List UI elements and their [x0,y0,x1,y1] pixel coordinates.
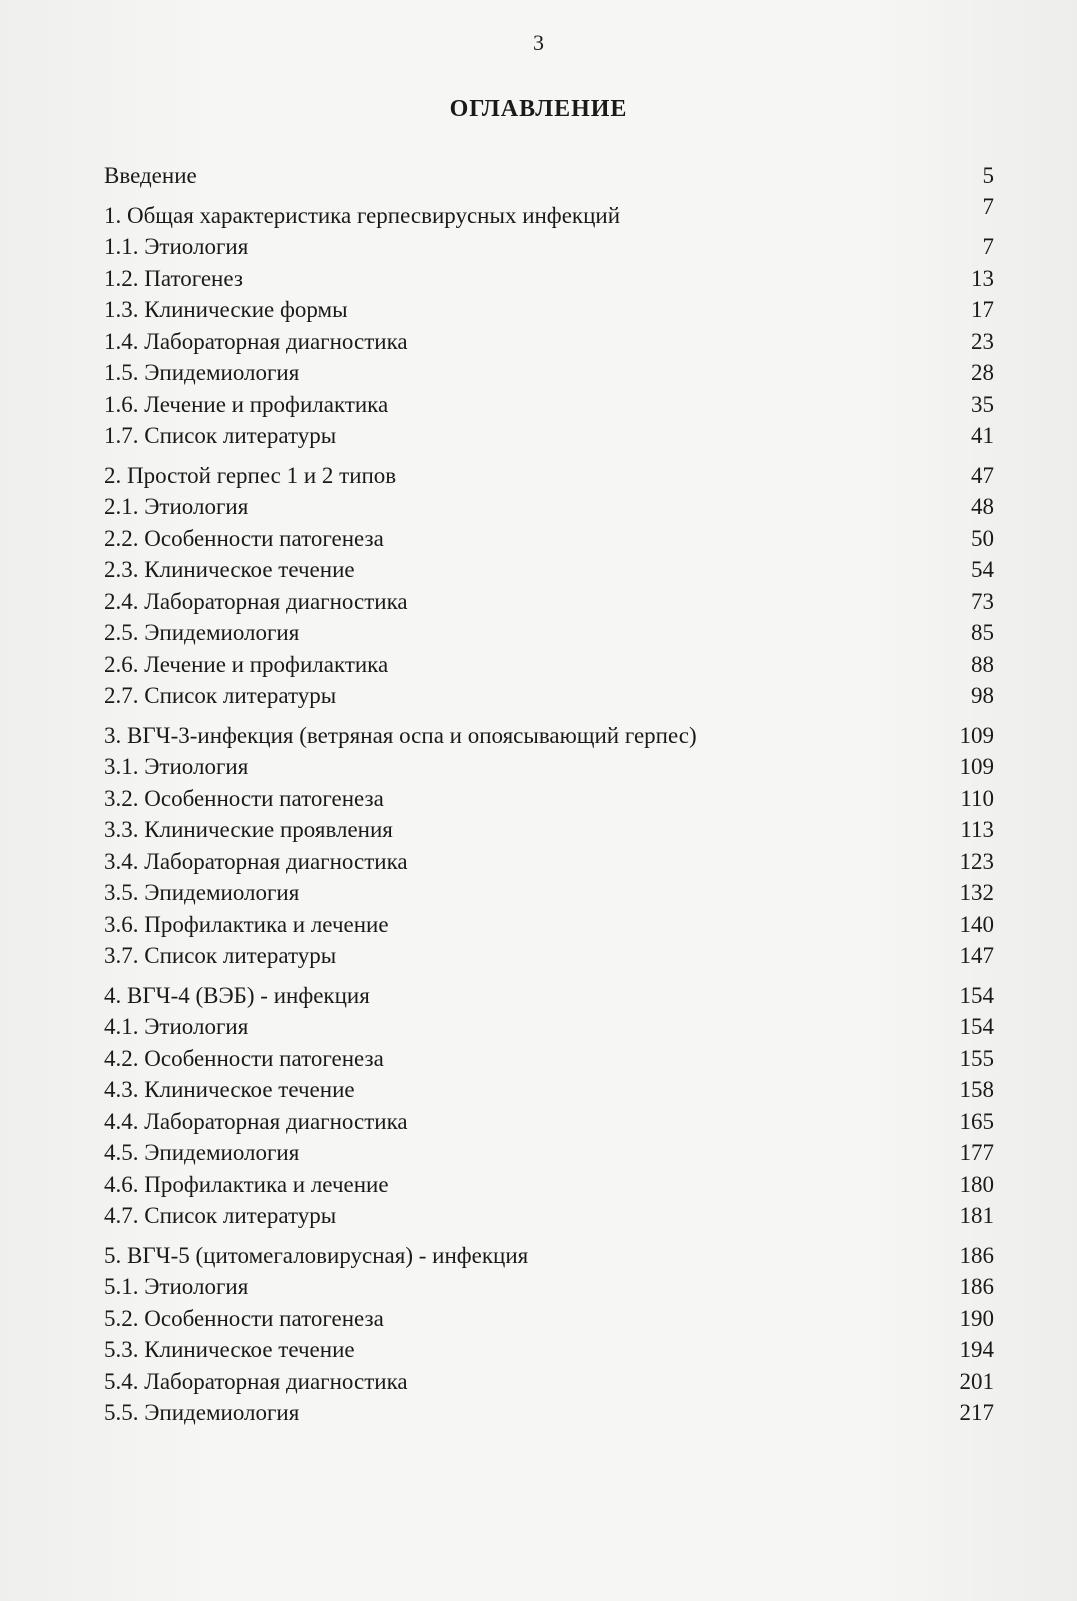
toc-entry-page-number: 85 [971,620,994,645]
toc-entry-page-number: 113 [960,817,994,842]
toc-entry-row [104,1200,994,1232]
toc-entry-title: 4.7. Список литературы [104,1203,337,1228]
toc-entry-page-number: 165 [959,1108,994,1134]
toc-entry-page-number: 201 [959,1368,994,1394]
toc-entry-title: 4.4. Лабораторная диагностика [104,1108,408,1134]
toc-entry-title: 2.2. Особенности патогенеза [104,525,384,551]
toc-entry-row [104,1366,994,1398]
toc-entry-page-number: 54 [971,557,994,582]
toc-entry-row [104,294,994,326]
toc-entry-title: 5.2. Особенности патогенеза [104,1305,384,1331]
toc-entry-row [104,491,994,523]
toc-entry-row [104,231,994,263]
toc-entry-row [104,617,994,649]
toc-entry-title: 4.2. Особенности патогенеза [104,1045,384,1071]
toc-entry-page-number: 217 [959,1400,994,1425]
toc-entry-title: 3.2. Особенности патогенеза [104,785,384,811]
toc-entry-title: Введение [104,163,197,188]
toc-entry-page-number: 35 [971,391,994,417]
toc-entry-row [104,1011,994,1043]
page-number: 3 [533,30,544,55]
toc-section [104,160,994,192]
toc-chapter-row [104,193,994,232]
toc-entry-title: 4.6. Профилактика и лечение [104,1171,389,1197]
toc-entry-title: 3.1. Этиология [104,754,249,779]
toc-entry-title: 1.2. Патогенез [104,265,243,291]
toc-entry-row [104,389,994,421]
toc-entry-page-number: 158 [959,1077,994,1102]
toc-entry-title: 3. ВГЧ-3-инфекция (ветряная оспа и опоясывающий герпес) [104,722,697,748]
toc-entry-title: 4. ВГЧ-4 (ВЭБ) - инфекция [104,982,370,1008]
toc-entry-page-number: 154 [959,1014,994,1039]
toc-entry-title: 5. ВГЧ-5 (цитомегаловирусная) - инфекция [104,1242,529,1268]
toc-entry-row [104,1271,994,1303]
toc-entry-page-number: 194 [959,1337,994,1362]
toc-entry-page-number: 28 [971,360,994,385]
toc-entry-title: 1.5. Эпидемиология [104,360,300,385]
toc-entry-title: 2.6. Лечение и профилактика [104,651,389,677]
toc-entry-title: 2.7. Список литературы [104,683,337,708]
toc-section [104,980,994,1232]
toc-entry-page-number: 73 [971,588,994,614]
toc-entry-title: 1.4. Лабораторная диагностика [104,328,408,354]
toc-entry-page-number: 23 [971,328,994,354]
toc-entry-row [104,909,994,941]
toc-entry-row [104,751,994,783]
toc-entry-page-number: 110 [960,785,994,811]
toc-entry-row [104,326,994,358]
toc-entry-row [104,783,994,815]
toc-heading: ОГЛАВЛЕНИЕ [449,96,628,122]
toc-section [104,720,994,972]
toc-entry-page-number: 154 [959,982,994,1008]
toc-entry-row [104,586,994,618]
toc-entry-page-number: 47 [971,462,994,488]
toc-entry-title: 3.7. Список литературы [104,943,337,968]
toc-entry-page-number: 180 [959,1171,994,1197]
toc-entry-row [104,1043,994,1075]
toc-entry-page-number: 109 [959,754,994,779]
toc-entry-row [104,846,994,878]
toc-entry-title: 4.5. Эпидемиология [104,1140,300,1165]
toc-chapter-row [104,460,994,492]
toc-entry-row [104,940,994,972]
toc-entry-row [104,1303,994,1335]
toc-entry-row [104,357,994,389]
toc-entry-page-number: 177 [959,1140,994,1165]
toc-entry-page-number: 155 [959,1045,994,1071]
toc-entry-title: 2.4. Лабораторная диагностика [104,588,408,614]
toc-entry-page-number: 5 [982,163,994,188]
toc-entry-title: 5.3. Клиническое течение [104,1337,355,1362]
toc-entry-page-number: 123 [959,848,994,874]
toc-entry-title: 1.3. Клинические формы [104,297,348,322]
toc-chapter-row [104,160,994,192]
toc-entry-row [104,814,994,846]
toc-entry-row [104,649,994,681]
toc-entry-title: 3.6. Профилактика и лечение [104,911,389,937]
toc-section [104,193,994,452]
toc-entry-page-number: 7 [982,234,994,259]
toc-entry-page-number: 41 [971,423,994,448]
toc-entry-title: 1.7. Список литературы [104,423,337,448]
toc-entry-title: 2. Простой герпес 1 и 2 типов [104,462,397,488]
toc-entry-title: 2.3. Клиническое течение [104,557,355,582]
toc-entry-page-number: 48 [971,494,994,519]
toc-section [104,1240,994,1429]
toc-entry-page-number: 17 [971,297,994,322]
toc-entry-page-number: 147 [959,943,994,968]
toc-entry-row [104,877,994,909]
toc-entry-title: 3.3. Клинические проявления [104,817,393,842]
toc-entry-title: 1.1. Этиология [104,234,249,259]
toc-entry-page-number: 186 [959,1242,994,1268]
table-of-contents [104,160,994,1437]
toc-entry-page-number: 109 [959,722,994,748]
toc-entry-row [104,420,994,452]
toc-entry-row [104,1074,994,1106]
toc-entry-row [104,263,994,295]
toc-entry-page-number: 132 [959,880,994,905]
toc-entry-row [104,1397,994,1429]
toc-entry-row [104,1169,994,1201]
toc-entry-title: 2.5. Эпидемиология [104,620,300,645]
toc-entry-title: 1.6. Лечение и профилактика [104,391,389,417]
toc-entry-page-number: 140 [959,911,994,937]
toc-entry-row [104,554,994,586]
toc-entry-row [104,1137,994,1169]
toc-entry-title: 4.1. Этиология [104,1014,249,1039]
toc-entry-page-number: 50 [971,525,994,551]
toc-entry-row [104,523,994,555]
toc-entry-title: 1. Общая характеристика герпесвирусных инфекций [104,202,621,228]
toc-section [104,460,994,712]
toc-entry-page-number: 190 [959,1305,994,1331]
toc-entry-title: 5.5. Эпидемиология [104,1400,300,1425]
toc-entry-title: 3.4. Лабораторная диагностика [104,848,408,874]
toc-entry-title: 4.3. Клиническое течение [104,1077,355,1102]
toc-chapter-row [104,720,994,752]
toc-chapter-row [104,1240,994,1272]
toc-entry-row [104,1106,994,1138]
toc-chapter-row [104,980,994,1012]
toc-entry-page-number: 186 [959,1274,994,1299]
toc-entry-page-number: 98 [971,683,994,708]
toc-entry-page-number: 88 [971,651,994,677]
toc-entry-title: 2.1. Этиология [104,494,249,519]
toc-entry-title: 5.1. Этиология [104,1274,249,1299]
toc-entry-page-number: 181 [959,1203,994,1228]
toc-entry-row [104,680,994,712]
toc-entry-title: 3.5. Эпидемиология [104,880,300,905]
toc-entry-page-number: 7 [982,193,994,219]
toc-entry-page-number: 13 [971,265,994,291]
toc-entry-row [104,1334,994,1366]
toc-entry-title: 5.4. Лабораторная диагностика [104,1368,408,1394]
